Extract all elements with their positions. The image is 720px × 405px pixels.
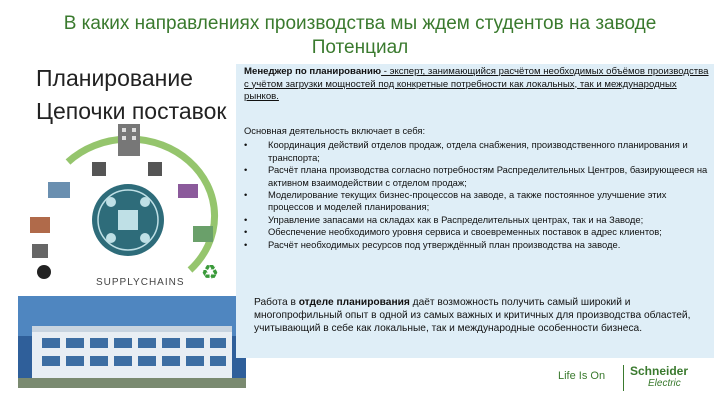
svg-text:♻: ♻ xyxy=(201,260,219,284)
logo-divider xyxy=(623,365,624,391)
heading-line-2: Цепочки поставок xyxy=(36,98,227,124)
slide-title: В каких направлениях производства мы ждем студентов на заводе Потенциал xyxy=(63,13,657,58)
opportunity-text xyxy=(254,296,700,336)
duty-item: • Обеспечение необходимого уровня сервиса и своевременных поставок в адрес клиентов; xyxy=(244,226,710,238)
duties-header: Основная деятельность включает в себя: xyxy=(244,125,426,136)
role-name: Менеджер по планированию xyxy=(244,66,382,77)
duty-item: • Расчёт плана производства согласно потребностям Распределительных Центров, базирующееся на активном взаимодействии с отделом продаж; xyxy=(244,164,710,189)
duty-item: • Расчёт необходимых ресурсов под утверждённый план производства на заводе. xyxy=(244,239,710,251)
duties-block xyxy=(244,125,710,251)
definition-text xyxy=(244,66,710,104)
duty-item: • Управление запасами на складах как в Распределительных центрах, так и на Заводе; xyxy=(244,214,710,226)
heading-line-1: Планирование xyxy=(36,65,193,91)
duties-list xyxy=(244,139,710,251)
supplychains-label: SUPPLYCHAINS xyxy=(96,277,185,288)
role-description: - эксперт, занимающийся расчётом необходимых объёмов производства с учётом загрузки мощностей под конкретные потребности как локальных, так и международных рынков. xyxy=(244,66,709,102)
brand-logo-sub: Electric xyxy=(648,378,681,389)
duty-item: • Координация действий отделов продаж, отдела снабжения, производственного планирования и транспорта; xyxy=(244,139,710,164)
brand-logo: Schneider xyxy=(630,364,689,378)
factory-photo xyxy=(18,296,246,388)
tagline: Life Is On xyxy=(558,370,606,382)
opportunity-lead: Работа в xyxy=(254,297,299,308)
opportunity-rest: даёт возможность получить самый широкий и многопрофильный опыт в одной из самых важных и критичных для производства областей, учитывающий в себе как локальные, так и международные особенности бизнеса. xyxy=(254,297,691,335)
section-heading xyxy=(36,62,226,128)
duty-item: • Моделирование текущих бизнес-процессов на заводе, а также постоянное улучшение этих процессов и моделей планирования; xyxy=(244,189,710,214)
department-name: отделе планирования xyxy=(298,297,410,308)
supply-chain-illustration xyxy=(8,122,236,292)
